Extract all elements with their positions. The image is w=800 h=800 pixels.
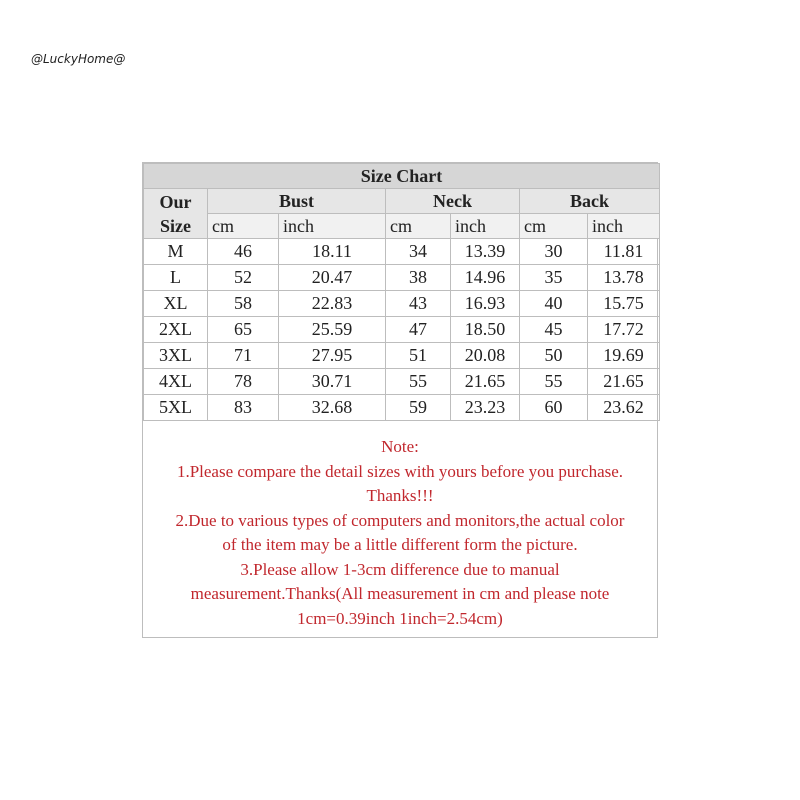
table-row [144, 369, 660, 395]
table-cell: 15.75 [588, 291, 660, 317]
table-cell: 60 [520, 395, 588, 421]
note-line: Thanks!!! [366, 486, 434, 505]
table-cell: 55 [520, 369, 588, 395]
table-cell: 47 [386, 317, 451, 343]
size-label-cell: L [144, 265, 208, 291]
table-cell: 78 [208, 369, 279, 395]
table-cell: 18.50 [451, 317, 520, 343]
size-label-cell: M [144, 239, 208, 265]
table-row [144, 265, 660, 291]
unit-header: cm [386, 214, 451, 239]
table-cell: 38 [386, 265, 451, 291]
size-table [143, 163, 660, 421]
table-cell: 20.08 [451, 343, 520, 369]
unit-header: inch [588, 214, 660, 239]
note-line: 1.Please compare the detail sizes with yours before you purchase. [176, 461, 624, 481]
table-cell: 40 [520, 291, 588, 317]
table-cell: 20.47 [279, 265, 386, 291]
size-label-cell: 2XL [144, 317, 208, 343]
table-row [144, 239, 660, 265]
table-cell: 30.71 [279, 369, 386, 395]
unit-header: cm [208, 214, 279, 239]
unit-header: inch [279, 214, 386, 239]
size-label-cell: 4XL [144, 369, 208, 395]
unit-header: cm [520, 214, 588, 239]
table-cell: 17.72 [588, 317, 660, 343]
table-cell: 52 [208, 265, 279, 291]
table-row [144, 343, 660, 369]
note-line: of the item may be a little different form the picture. [222, 535, 578, 554]
table-cell: 16.93 [451, 291, 520, 317]
table-cell: 46 [208, 239, 279, 265]
table-cell: 23.62 [588, 395, 660, 421]
note-line: 1cm=0.39inch 1inch=2.54cm) [297, 608, 503, 628]
table-cell: 32.68 [279, 395, 386, 421]
table-cell: 21.65 [588, 369, 660, 395]
size-header-line-1: Our [159, 191, 192, 212]
table-cell: 13.78 [588, 265, 660, 291]
table-cell: 59 [386, 395, 451, 421]
table-cell: 55 [386, 369, 451, 395]
table-title: Size Chart [144, 164, 660, 189]
table-cell: 11.81 [588, 239, 660, 265]
size-label-cell: 5XL [144, 395, 208, 421]
size-label-cell: XL [144, 291, 208, 317]
note-line: 2.Due to various types of computers and monitors,the actual color [175, 510, 625, 530]
table-row [144, 317, 660, 343]
size-column-header [144, 189, 208, 239]
table-cell: 83 [208, 395, 279, 421]
note-line: measurement.Thanks(All measurement in cm and please note [190, 584, 610, 603]
table-cell: 27.95 [279, 343, 386, 369]
table-cell: 43 [386, 291, 451, 317]
size-chart [142, 162, 658, 638]
table-body [144, 239, 660, 421]
table-cell: 13.39 [451, 239, 520, 265]
group-header-back: Back [520, 189, 660, 214]
note-line: 3.Please allow 1-3cm difference due to manual [240, 559, 560, 579]
group-header-neck: Neck [386, 189, 520, 214]
note-section [143, 421, 657, 631]
table-cell: 35 [520, 265, 588, 291]
watermark-text: @LuckyHome@ [31, 52, 126, 66]
table-row [144, 395, 660, 421]
table-cell: 51 [386, 343, 451, 369]
table-cell: 19.69 [588, 343, 660, 369]
table-cell: 58 [208, 291, 279, 317]
table-cell: 34 [386, 239, 451, 265]
table-cell: 22.83 [279, 291, 386, 317]
table-cell: 25.59 [279, 317, 386, 343]
table-cell: 65 [208, 317, 279, 343]
table-row [144, 291, 660, 317]
table-cell: 45 [520, 317, 588, 343]
table-cell: 14.96 [451, 265, 520, 291]
table-cell: 30 [520, 239, 588, 265]
size-header-line-2: Size [160, 215, 191, 236]
unit-header: inch [451, 214, 520, 239]
note-line: Note: [381, 437, 419, 456]
table-cell: 18.11 [279, 239, 386, 265]
table-cell: 23.23 [451, 395, 520, 421]
table-cell: 50 [520, 343, 588, 369]
group-header-bust: Bust [208, 189, 386, 214]
size-label-cell: 3XL [144, 343, 208, 369]
table-cell: 21.65 [451, 369, 520, 395]
table-cell: 71 [208, 343, 279, 369]
